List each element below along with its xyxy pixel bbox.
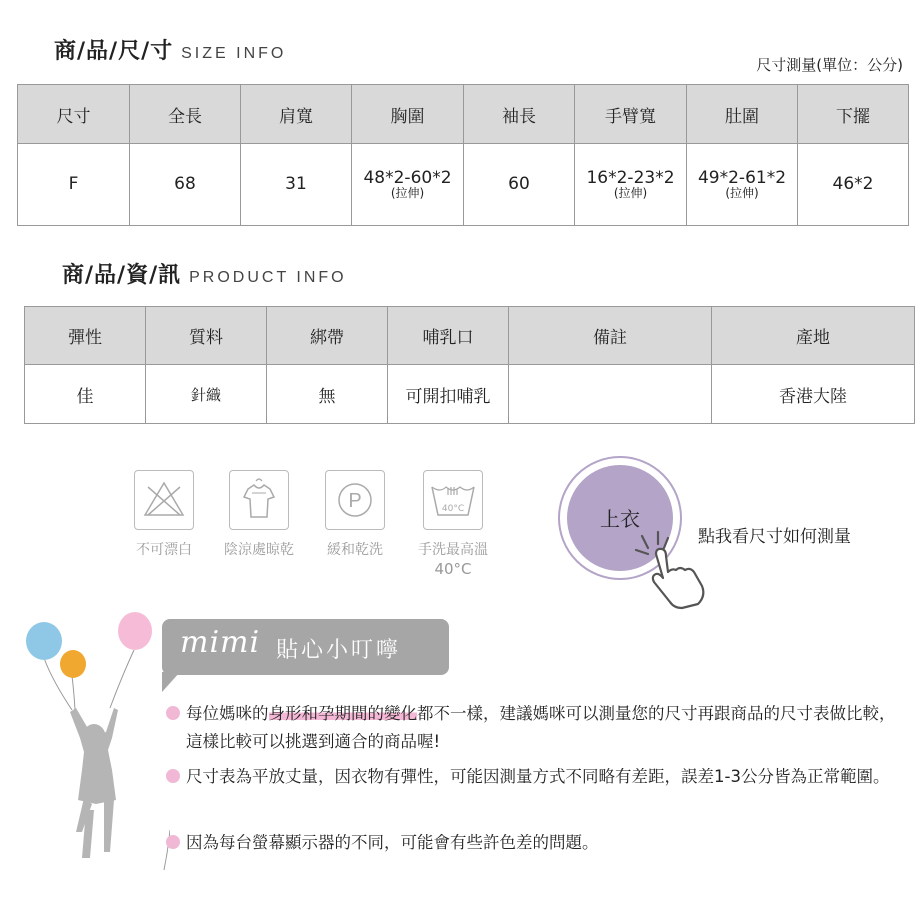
product-cell: 香港大陸	[712, 365, 915, 424]
product-header-cell: 備註	[509, 307, 712, 365]
size-header-cell: 尺寸	[18, 85, 130, 144]
tip-item: 尺寸表為平放丈量，因衣物有彈性，可能因測量方式不同略有差距，誤差1-3公分皆為正常範圍。	[168, 763, 908, 791]
girl-balloons-illustration	[0, 600, 170, 894]
shade-dry-icon	[229, 470, 289, 530]
size-cell: 46*2	[798, 144, 909, 226]
size-info-title: 商/品/尺/寸	[54, 39, 174, 64]
size-header-cell: 肩寬	[241, 85, 352, 144]
care-label: 緩和乾洗	[327, 542, 383, 558]
tips-brand: mimi	[180, 625, 261, 660]
tip-item: 每位媽咪的身形和孕期間的變化都不一樣，建議媽咪可以測量您的尺寸再跟商品的尺寸表做比較，這樣比較可以挑選到適合的商品喔!	[168, 700, 908, 756]
tip-bullet	[166, 706, 180, 720]
size-cell: 16*2-23*2 (拉伸)	[575, 144, 687, 226]
care-label: 陰涼處晾乾	[224, 542, 294, 558]
size-header-cell: 胸圍	[352, 85, 464, 144]
size-cell: 60	[464, 144, 575, 226]
size-header-cell: 下擺	[798, 85, 909, 144]
stretch-note: (拉伸)	[390, 186, 425, 201]
product-info-heading	[62, 258, 347, 289]
size-info-heading	[54, 34, 286, 65]
product-table-header-row	[25, 307, 915, 365]
product-header-cell: 綁帶	[267, 307, 388, 365]
product-cell: 可開扣哺乳	[388, 365, 509, 424]
balloon-blue	[26, 622, 62, 660]
hand-wash-temp: 40°C	[441, 504, 465, 514]
dry-clean-p-icon	[325, 470, 385, 530]
measure-guide-link[interactable]: 點我看尺寸如何測量	[698, 527, 851, 547]
size-cell: 48*2-60*2 (拉伸)	[352, 144, 464, 226]
product-table	[24, 306, 915, 424]
size-cell: 68	[130, 144, 241, 226]
size-header-cell: 袖長	[464, 85, 575, 144]
product-header-cell: 質料	[146, 307, 267, 365]
size-table-header-row	[18, 85, 909, 144]
product-info-subtitle: PRODUCT INFO	[189, 269, 347, 286]
unit-note: 尺寸測量(單位：公分)	[756, 56, 903, 74]
product-cell	[509, 365, 712, 424]
svg-text:P: P	[348, 490, 362, 512]
size-cell: F	[18, 144, 130, 226]
tips-speech-bubble	[162, 619, 449, 675]
care-label: 不可漂白	[136, 542, 192, 558]
size-table	[17, 84, 909, 226]
size-info-subtitle: SIZE INFO	[181, 45, 287, 62]
size-header-cell: 肚圍	[687, 85, 798, 144]
tip-bullet	[166, 835, 180, 849]
balloon-pink	[118, 612, 152, 650]
hand-wash-icon	[423, 470, 483, 530]
bubble-tail	[162, 672, 180, 692]
no-bleach-icon	[134, 470, 194, 530]
tip-bullet	[166, 769, 180, 783]
girl-silhouette	[70, 708, 118, 858]
product-cell: 針織	[146, 365, 267, 424]
stretch-note: (拉伸)	[613, 186, 648, 201]
product-header-cell: 彈性	[25, 307, 146, 365]
balloon-orange	[60, 650, 86, 678]
highlight-text: 身形和孕期間的變化	[268, 704, 417, 723]
size-cell: 49*2-61*2 (拉伸)	[687, 144, 798, 226]
stretch-note: (拉伸)	[725, 186, 759, 201]
product-header-cell: 產地	[712, 307, 915, 365]
product-cell: 無	[267, 365, 388, 424]
badge-label: 上衣	[600, 507, 640, 531]
size-header-cell: 手臂寬	[575, 85, 687, 144]
size-cell: 31	[241, 144, 352, 226]
size-table-row	[18, 144, 909, 226]
product-table-row	[25, 365, 915, 424]
care-label-temp: 40°C	[434, 560, 472, 578]
tips-title: 貼心小叮嚀	[276, 638, 402, 663]
size-header-cell: 全長	[130, 85, 241, 144]
tip-item: 因為每台螢幕顯示器的不同，可能會有些許色差的問題。	[168, 829, 908, 857]
product-cell: 佳	[25, 365, 146, 424]
product-header-cell: 哺乳口	[388, 307, 509, 365]
care-label: 手洗最高溫	[418, 542, 488, 558]
product-info-title: 商/品/資/訊	[62, 263, 182, 288]
